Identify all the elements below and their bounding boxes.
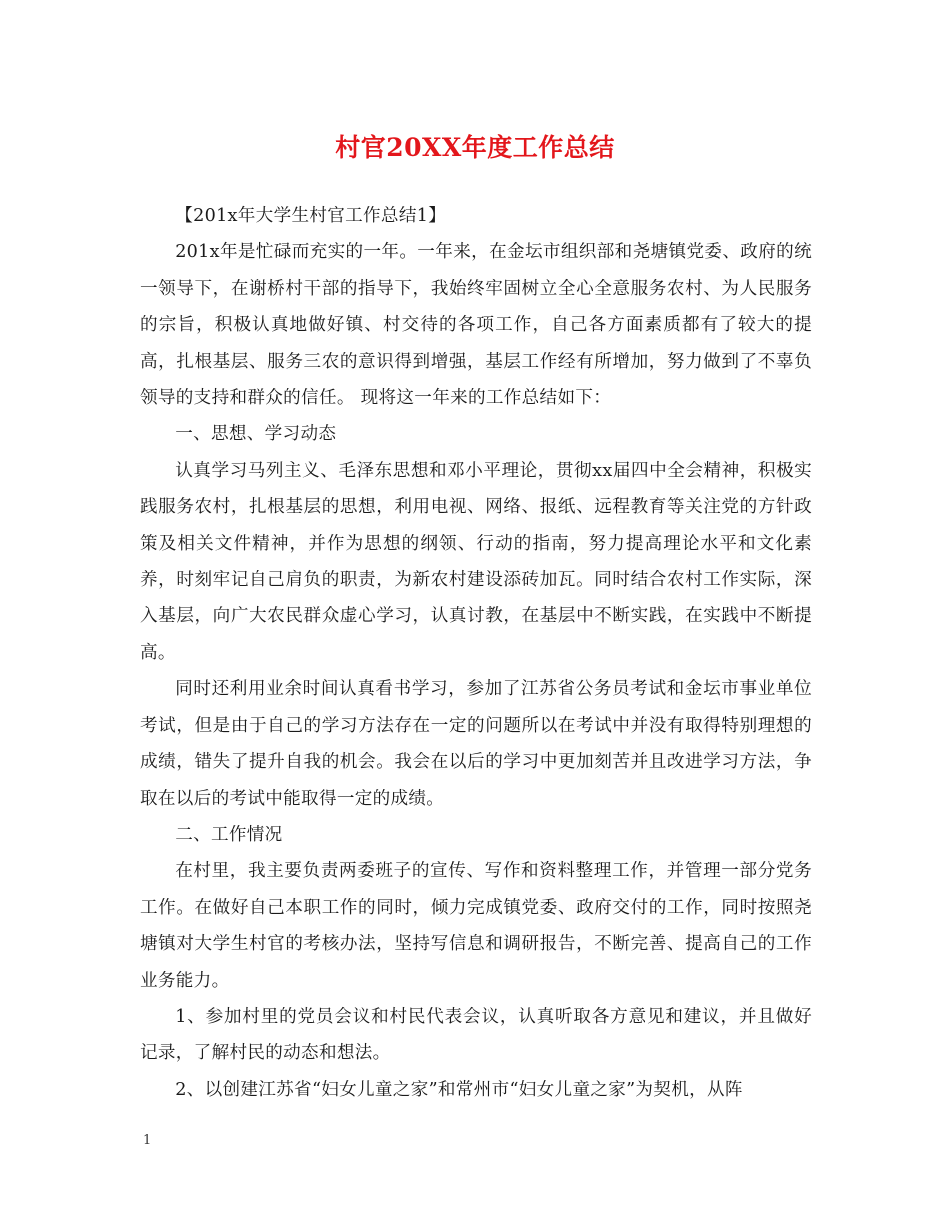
section-heading-work: 二、工作情况 (175, 824, 283, 845)
section-heading-thought-study: 一、思想、学习动态 (175, 424, 337, 445)
paragraph-work-duties: 在村里，我主要负责两委班子的宣传、写作和资料整理工作，并管理一部分党务工作。在做好自己本职工作的同时，倾力完成镇党委、政府交付的工作，同时按照尧塘镇对大学生村官的考核办法，坚持写信息和调研报告，不断完善、提高自己的工作业务能力。 (140, 861, 812, 991)
paragraph-theory-study: 认真学习马列主义、毛泽东思想和邓小平理论，贯彻xx届四中全会精神，积极实践服务农村，扎根基层的思想，利用电视、网络、报纸、远程教育等关注党的方针政策及相关文件精神，并作为思想的纲领、行动的指南，努力提高理论水平和文化素养，时刻牢记自己肩负的职责，为新农村建设添砖加瓦。同时结合农村工作实际，深入基层，向广大农民群众虚心学习，认真讨教，在基层中不断实践，在实践中不断提高。 (140, 460, 812, 663)
document-title: 村官20XX年度工作总结 (335, 133, 615, 162)
paragraph-exam-study: 同时还利用业余时间认真看书学习，参加了江苏省公务员考试和金坛市事业单位考试，但是由于自己的学习方法存在一定的问题所以在考试中并没有取得特别理想的成绩，错失了提升自我的机会。我会在以后的学习中更加刻苦并且改进学习方法，争取在以后的考试中能取得一定的成绩。 (140, 679, 812, 809)
paragraph-intro: 201x年是忙碌而充实的一年。一年来，在金坛市组织部和尧塘镇党委、政府的统一领导下，在谢桥村干部的指导下，我始终牢固树立全心全意服务农村、为人民服务的宗旨，积极认真地做好镇、村交待的各项工作，自己各方面素质都有了较大的提高，扎根基层、服务三农的意识得到增强，基层工作经有所增加，努力做到了不辜负领导的支持和群众的信任。 现将这一年来的工作总结如下： (140, 242, 812, 409)
page-number: 1 (143, 1133, 152, 1148)
document-body (140, 198, 812, 1108)
paragraph-subtitle: 【201x年大学生村官工作总结1】 (175, 206, 447, 226)
list-item-1: 1、参加村里的党员会议和村民代表会议，认真听取各方意见和建议，并且做好记录，了解村民的动态和想法。 (140, 1006, 812, 1064)
list-item-2: 2、以创建江苏省“妇女儿童之家”和常州市“妇女儿童之家”为契机，从阵 (175, 1079, 743, 1100)
